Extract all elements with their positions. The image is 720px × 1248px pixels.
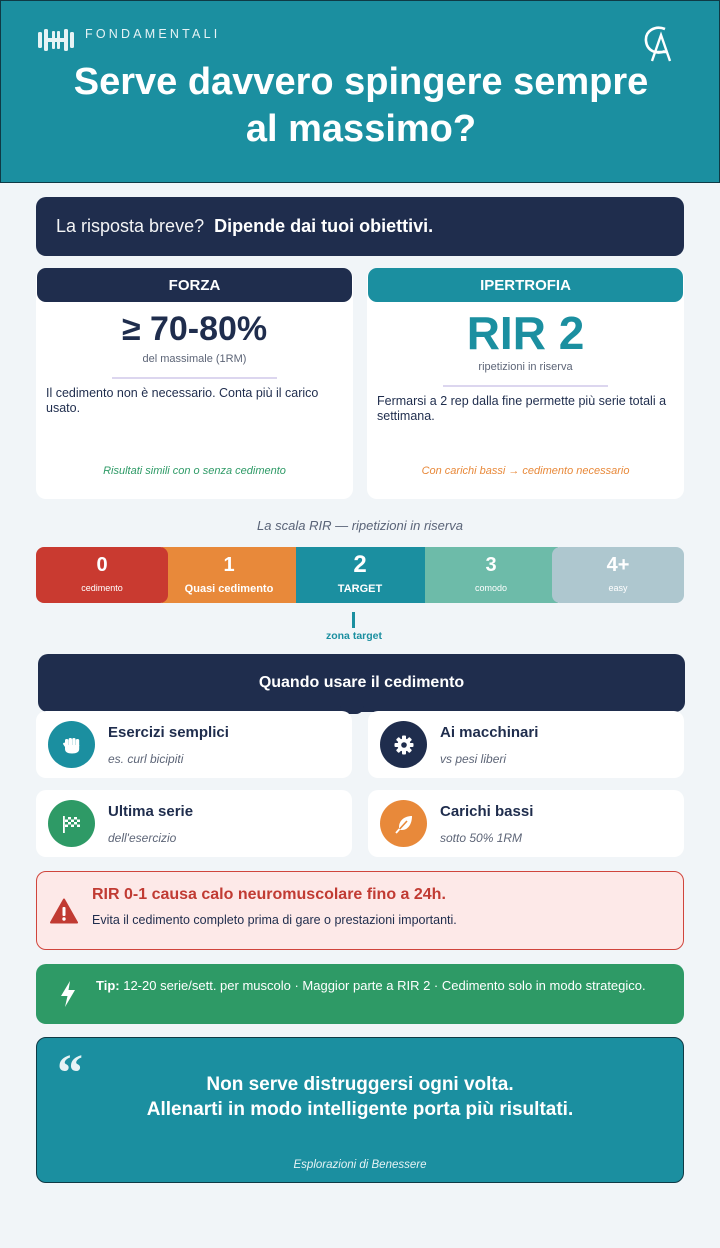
when-item-title: Ultima serie bbox=[108, 803, 194, 820]
feather-icon bbox=[380, 800, 427, 847]
rir-segment-label: easy bbox=[608, 583, 628, 593]
card-forza-sub: del massimale (1RM) bbox=[142, 353, 247, 365]
when-item-last-set bbox=[36, 790, 352, 857]
card-ipertrofia-description: Fermarsi a 2 rep dalla fine permette più serie totali a settimana. bbox=[377, 394, 667, 423]
quote-mark-icon: “ bbox=[57, 1045, 83, 1102]
when-section-header: Quando usare il cedimento bbox=[38, 654, 685, 712]
card-forza-header: FORZA bbox=[37, 268, 352, 302]
when-item-title: Carichi bassi bbox=[440, 803, 534, 820]
when-item-sub: dell'esercizio bbox=[108, 831, 177, 845]
quote-line-1: Non serve distruggersi ogni volta. bbox=[206, 1074, 514, 1095]
rir-segment-label: comodo bbox=[474, 583, 508, 593]
when-item-low-loads bbox=[368, 790, 684, 857]
card-forza-description: Il cedimento non è necessario. Conta più il carico usato. bbox=[46, 386, 319, 415]
checkered-flag-icon bbox=[48, 800, 95, 847]
quote-source: Esplorazioni di Benessere bbox=[293, 1159, 427, 1171]
divider bbox=[443, 385, 608, 387]
title-line-2: al massimo? bbox=[245, 108, 477, 150]
quote-line-2: Allenarti in modo intelligente porta più risultati. bbox=[146, 1099, 574, 1120]
card-ipertrofia-value: RIR 2 bbox=[466, 307, 585, 359]
rir-segment-label: Quasi cedimento bbox=[184, 583, 274, 595]
quote-box bbox=[36, 1037, 684, 1183]
rir-segment-value: 3 bbox=[485, 554, 497, 576]
rir-segment-4 bbox=[552, 547, 684, 603]
rir-segment-value: 0 bbox=[96, 554, 108, 576]
tip-body: 12-20 serie/sett. per muscolo · Maggior parte a RIR 2 · Cedimento solo in modo strategico. bbox=[123, 978, 646, 993]
title-line-1: Serve davvero spingere sempre bbox=[73, 61, 649, 103]
when-item-sub: vs pesi liberi bbox=[440, 752, 507, 766]
rir-segment-2 bbox=[295, 547, 425, 603]
fist-icon bbox=[48, 721, 95, 768]
card-forza-note: Risultati simili con o senza cedimento bbox=[103, 465, 286, 477]
rir-segment-1 bbox=[162, 547, 296, 603]
rir-segment-value: 2 bbox=[353, 551, 367, 578]
short-answer-text: Dipende dai tuoi obiettivi. bbox=[214, 216, 434, 236]
rir-segment-3 bbox=[424, 547, 558, 603]
tip-label: Tip: bbox=[96, 978, 120, 993]
tip-box bbox=[36, 964, 684, 1024]
rir-segment-value: 4+ bbox=[606, 554, 630, 576]
lightning-icon bbox=[58, 980, 78, 1008]
divider bbox=[112, 377, 277, 379]
rir-segment-value: 1 bbox=[223, 554, 235, 576]
when-item-title: Esercizi semplici bbox=[108, 724, 229, 741]
when-item-sub: es. curl bicipiti bbox=[108, 752, 184, 766]
short-answer-question: La risposta breve? bbox=[56, 216, 205, 236]
rir-scale bbox=[36, 547, 684, 603]
rir-scale-title: La scala RIR — ripetizioni in riserva bbox=[257, 518, 463, 533]
card-ipertrofia-header: IPERTROFIA bbox=[368, 268, 683, 302]
when-item-simple-exercises bbox=[36, 711, 352, 778]
dumbbell-icon bbox=[37, 27, 75, 53]
header-banner bbox=[0, 0, 720, 183]
card-ipertrofia bbox=[367, 268, 684, 499]
brand bbox=[37, 27, 220, 53]
rir-segment-0 bbox=[36, 547, 168, 603]
gear-icon bbox=[380, 721, 427, 768]
short-answer-banner bbox=[36, 197, 684, 256]
ca-logo bbox=[643, 25, 673, 63]
tip-text bbox=[96, 978, 671, 994]
warning-box bbox=[36, 871, 684, 950]
brand-label: FONDAMENTALI bbox=[85, 27, 221, 41]
card-forza-value: ≥ 70-80% bbox=[121, 310, 268, 348]
warning-text: Evita il cedimento completo prima di gare o prestazioni importanti. bbox=[92, 913, 457, 927]
card-forza bbox=[36, 268, 353, 499]
rir-segment-label: cedimento bbox=[81, 583, 123, 593]
rir-segment-label: TARGET bbox=[337, 583, 383, 595]
card-ipertrofia-sub: ripetizioni in riserva bbox=[478, 361, 573, 373]
warning-icon bbox=[50, 898, 78, 924]
card-ipertrofia-note: Con carichi bassi → cedimento necessario bbox=[421, 465, 630, 477]
target-marker-label: zona target bbox=[325, 630, 382, 642]
target-marker bbox=[352, 612, 355, 628]
when-item-sub: sotto 50% 1RM bbox=[440, 831, 523, 845]
page-title bbox=[1, 59, 720, 153]
when-item-machines bbox=[368, 711, 684, 778]
when-item-title: Ai macchinari bbox=[440, 724, 539, 741]
warning-title: RIR 0-1 causa calo neuromuscolare fino a 24h. bbox=[92, 886, 446, 903]
